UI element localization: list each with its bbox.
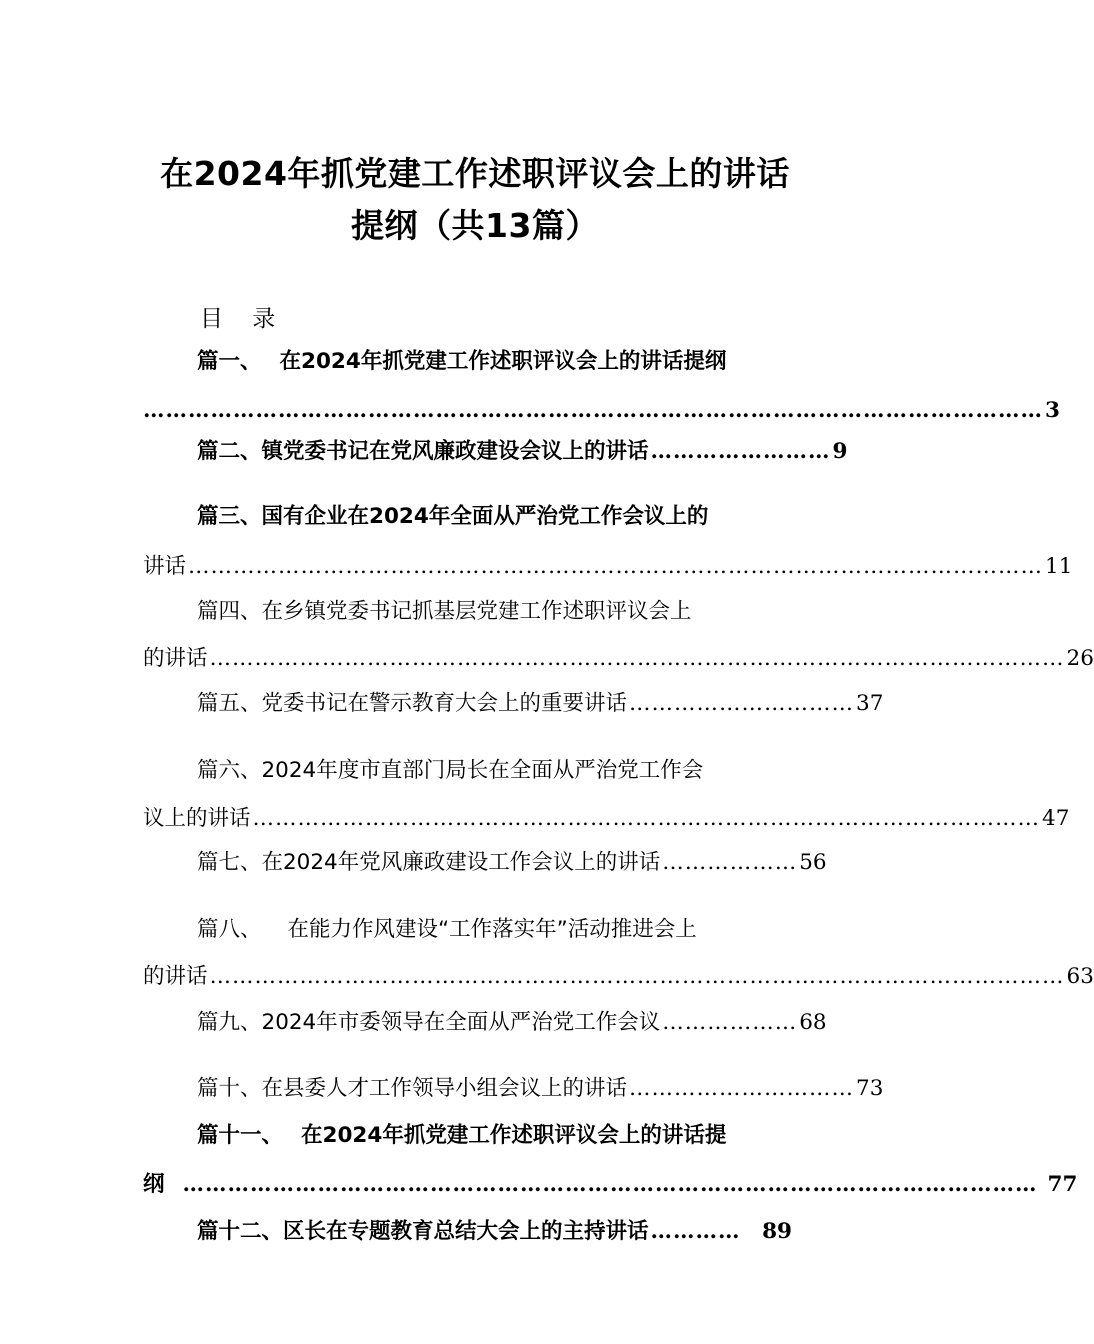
toc-entry-8-page[interactable] <box>143 962 1094 992</box>
toc-entry-page: 47 <box>1042 806 1070 831</box>
toc-entry-4-title[interactable] <box>197 597 805 627</box>
dot-leader: ………………………… <box>629 691 855 716</box>
toc-entry-title-cont: 的讲话 <box>143 646 208 671</box>
toc-entry-12[interactable] <box>197 1217 792 1247</box>
toc-entry-10[interactable] <box>197 1074 884 1104</box>
toc-entry-11-title[interactable] <box>197 1121 805 1151</box>
toc-heading: 目 录 <box>200 306 276 332</box>
toc-entry-page: 63 <box>1066 964 1094 989</box>
toc-entry-label: 篇九、 <box>197 1010 262 1035</box>
toc-entry-title: 镇党委书记在党风廉政建设会议上的讲话 <box>261 439 649 464</box>
dot-leader: ………………………………………………………………………………………………………… <box>143 398 1043 423</box>
toc-entry-title: 篇五、党委书记在警示教育大会上的重要讲话 <box>197 691 628 716</box>
toc-entry-title-cont: 纲 <box>143 1172 165 1197</box>
toc-entry-1-title[interactable] <box>197 347 805 377</box>
toc-entry-title: 篇三、国有企业在2024年全面从严治党工作会议上的 <box>197 504 709 529</box>
toc-entry-6-title[interactable] <box>197 756 805 786</box>
toc-entry-1-page[interactable] <box>143 396 1060 426</box>
toc-entry-3-page[interactable] <box>143 552 1073 582</box>
toc-entry-title: 在能力作风建设“工作落实年”活动推进会上 <box>287 917 697 942</box>
toc-entry-title-cont: 的讲话 <box>143 964 208 989</box>
toc-entry-6-page[interactable] <box>143 804 1070 834</box>
toc-entry-title: 篇十二、区长在专题教育总结大会上的主持讲话 <box>197 1219 649 1244</box>
dot-leader: …………………… <box>650 439 831 464</box>
toc-entry-page: 26 <box>1066 646 1094 671</box>
toc-entry-title: 篇七、在2024年党风廉政建设工作会议上的讲话 <box>197 850 661 875</box>
toc-entry-title-cont: 议上的讲话 <box>143 806 251 831</box>
toc-entry-page: 56 <box>799 850 827 875</box>
toc-entry-title: 2024年市委领导在全面从严治党工作会议 <box>261 1010 661 1035</box>
dot-leader: ………………………… <box>629 1076 855 1101</box>
toc-entry-title: 篇六、2024年度市直部门局长在全面从严治党工作会 <box>197 758 704 783</box>
toc-entry-title: 篇十、在县委人才工作领导小组会议上的讲话 <box>197 1076 628 1101</box>
toc-entry-title: 在2024年抓党建工作述职评议会上的讲话提 <box>301 1123 727 1148</box>
toc-entry-page: 89 <box>762 1219 792 1244</box>
toc-entry-page: 73 <box>856 1076 884 1101</box>
toc-entry-label: 篇十一、 <box>197 1123 284 1148</box>
toc-entry-title-cont: 讲话 <box>143 554 187 579</box>
dot-leader: …………………………………………………………………………………………………… <box>209 964 1065 989</box>
dot-leader: …………………………………………………………………………………………………… <box>182 1172 1038 1197</box>
toc-entry-11-page[interactable] <box>143 1170 1078 1200</box>
toc-entry-2[interactable] <box>197 437 848 467</box>
toc-entry-page: 77 <box>1047 1172 1078 1197</box>
toc-entry-page: 9 <box>832 439 848 464</box>
toc-entry-title: 篇四、在乡镇党委书记抓基层党建工作述职评议会上 <box>197 599 692 624</box>
dot-leader: ……………… <box>662 1010 798 1035</box>
dot-leader: ………… <box>650 1219 741 1244</box>
toc-entry-page: 3 <box>1045 398 1060 423</box>
toc-entry-page: 68 <box>799 1010 827 1035</box>
title-line-1: 在2024年抓党建工作述职评议会上的讲话 <box>160 154 790 193</box>
dot-leader: …………………………………………………………………………………………………… <box>188 554 1044 579</box>
toc-entry-label: 篇八、 <box>197 917 262 942</box>
toc-entry-page: 37 <box>856 691 884 716</box>
toc-entry-title: 在2024年抓党建工作述职评议会上的讲话提纲 <box>279 349 727 374</box>
toc-entry-page: 11 <box>1045 554 1073 579</box>
toc-entry-label: 篇一、 <box>197 349 262 374</box>
toc-entry-7[interactable] <box>197 848 827 878</box>
toc-entry-5[interactable] <box>197 689 884 719</box>
title-line-2: 提纲（共13篇） <box>351 206 599 245</box>
toc-entry-3-title[interactable] <box>197 502 805 532</box>
dot-leader: …………………………………………………………………………………………………… <box>209 646 1065 671</box>
toc-entry-label: 篇二、 <box>197 439 262 464</box>
toc-entry-4-page[interactable] <box>143 644 1094 674</box>
toc-entry-8-title[interactable] <box>197 915 805 945</box>
toc-entry-9[interactable] <box>197 1008 827 1038</box>
dot-leader: …………………………………………………………………………………………… <box>252 806 1041 831</box>
dot-leader: ……………… <box>662 850 798 875</box>
